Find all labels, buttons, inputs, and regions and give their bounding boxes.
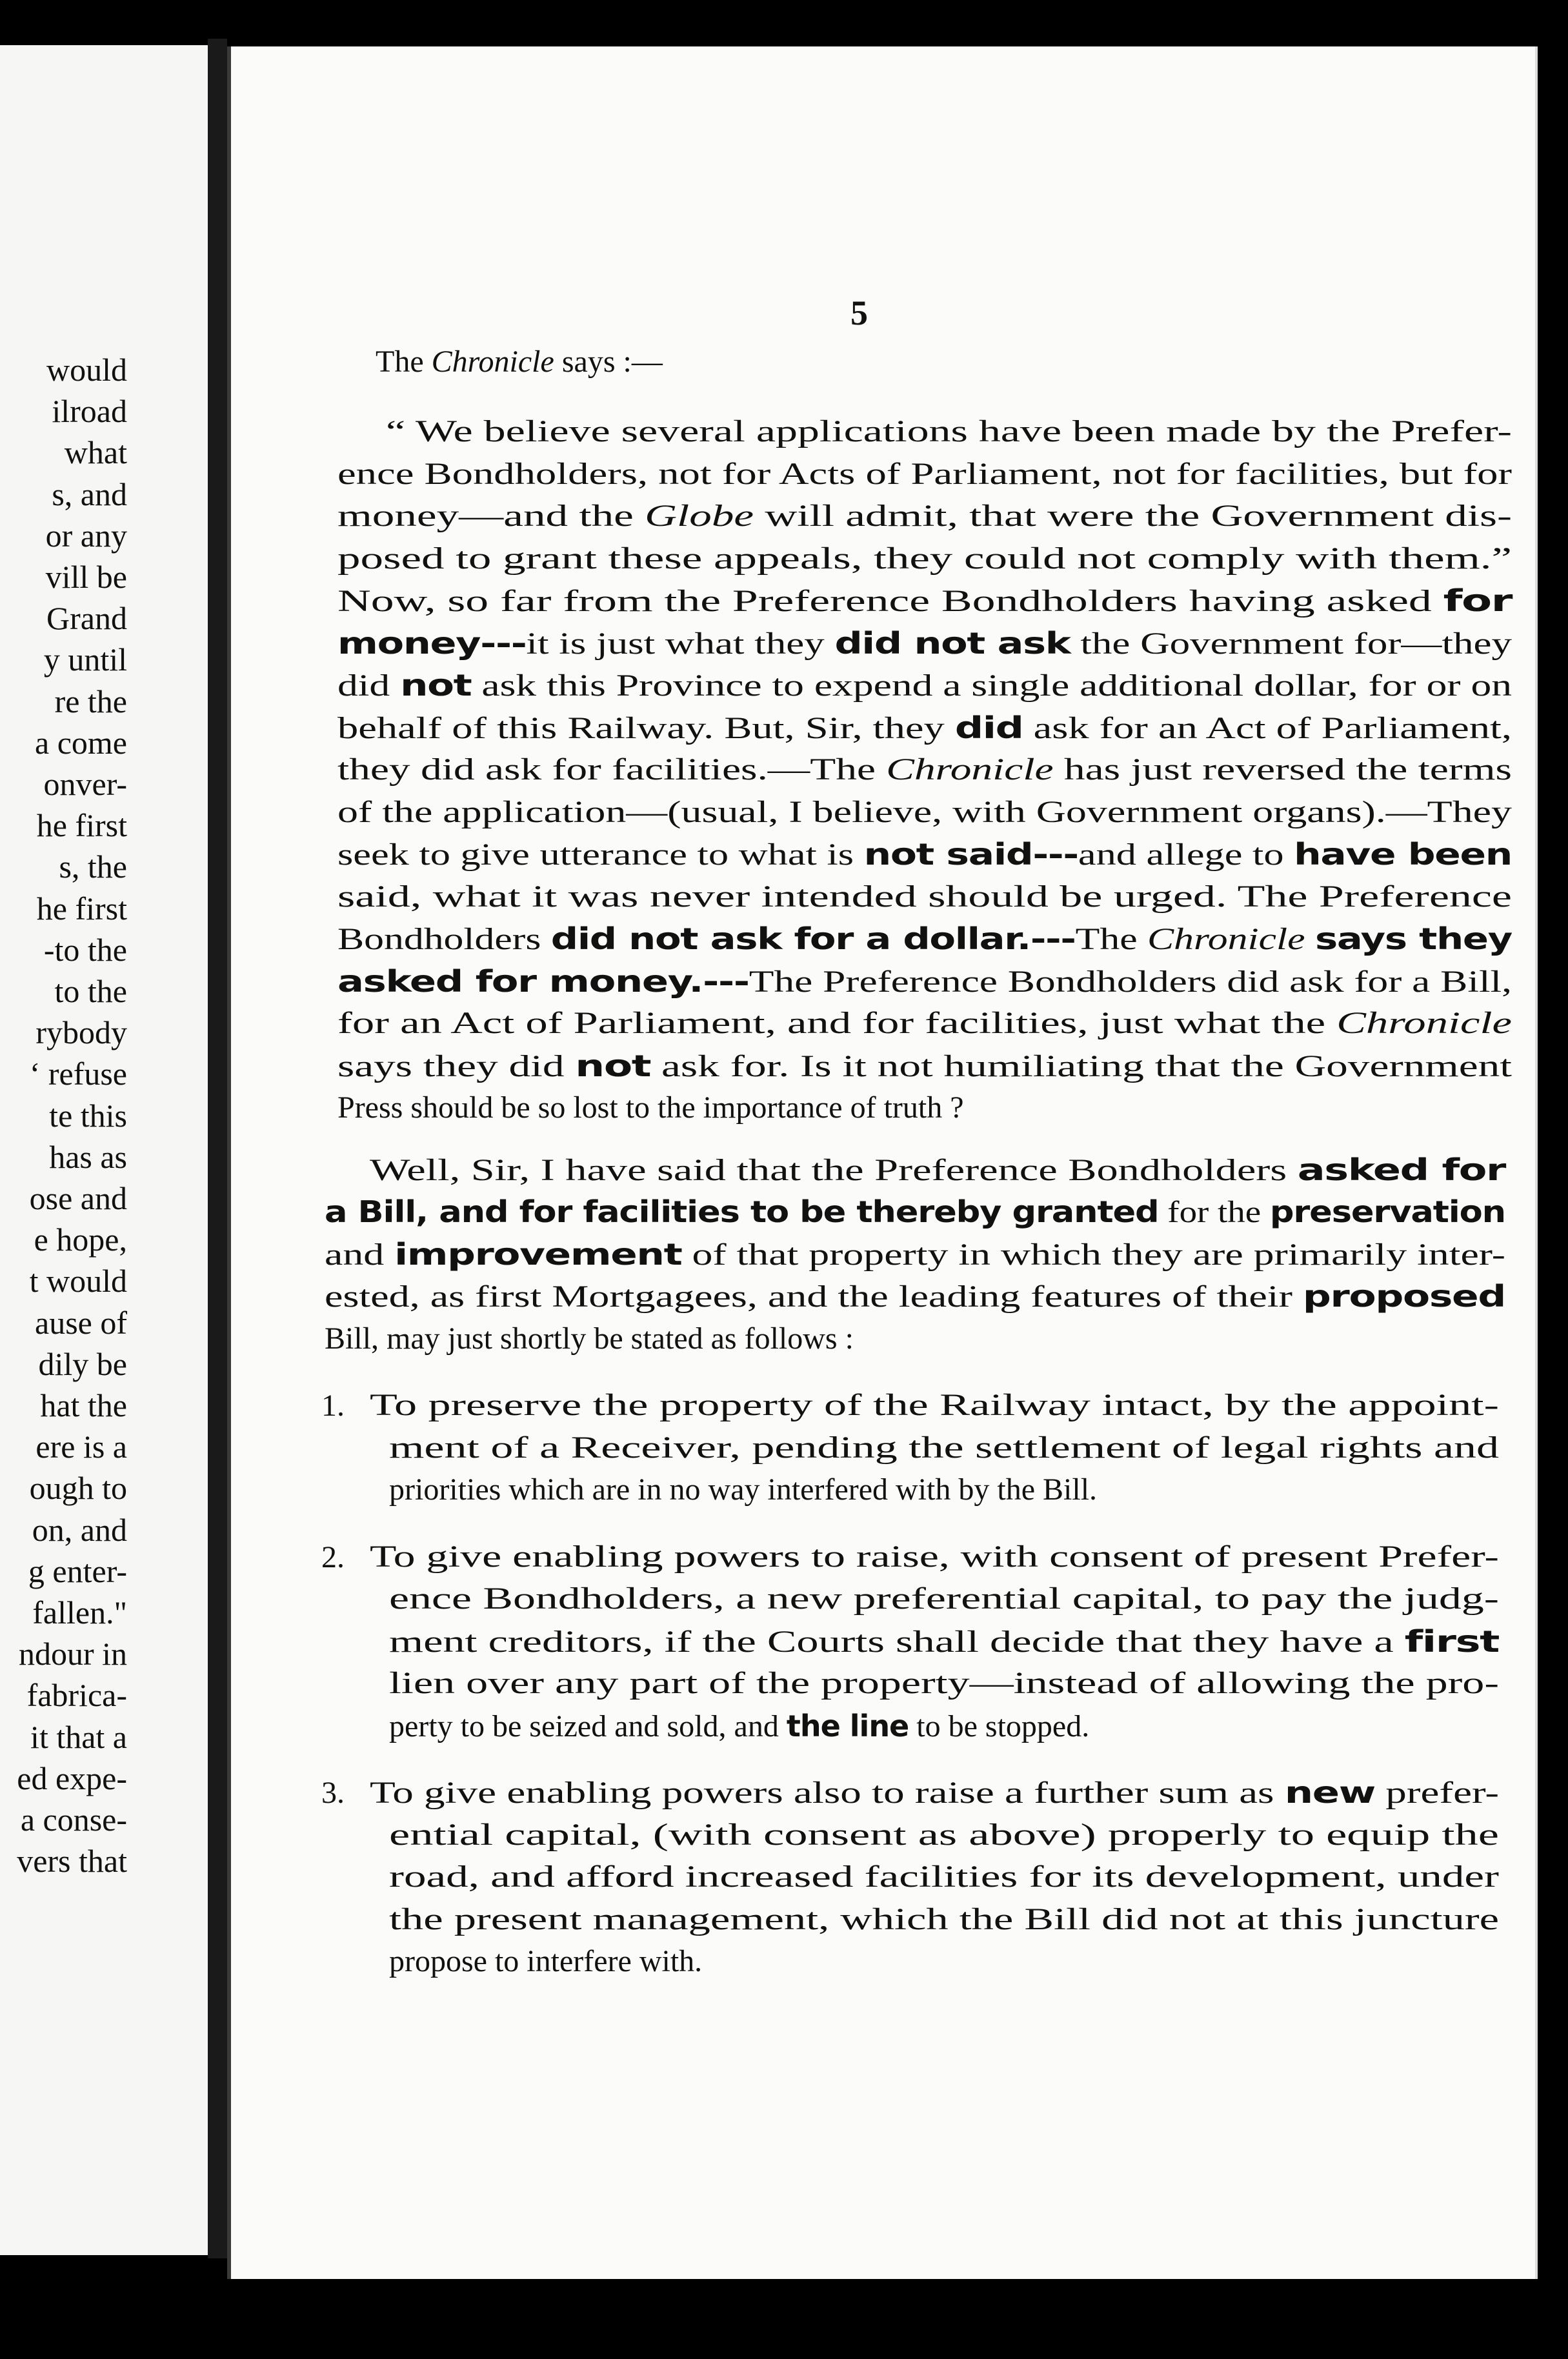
text-line [337,752,1512,787]
text-line [337,710,1512,746]
left-page-line: fallen." [32,1594,127,1631]
text-run: priorities which are in no way interfered with by the Bill. [389,1472,1098,1507]
left-page-line: ere is a [35,1429,127,1465]
text-line [370,1775,1499,1811]
text-run: Chronicle [886,752,1054,787]
text-line [337,795,1512,830]
left-page-line: ause of [35,1304,127,1341]
left-page-line: ough to [29,1470,127,1507]
left-page-fragment [0,45,210,2255]
text-line [389,1860,1499,1894]
text-line [337,837,1512,872]
text-run: ence Bondholders, a new preferential capital, to pay the judg- [389,1581,1499,1616]
text-run: said, what it was never intended should be urged. The Preference [337,879,1512,914]
text-run: ential capital, (with consent as above) properly to equip the [389,1817,1499,1852]
left-page-line: has as [49,1138,127,1175]
left-page-line: he first [36,807,127,844]
left-page-line: g enter- [28,1552,127,1589]
left-page-line: ilroad [52,393,127,430]
left-page-line: would [46,352,127,388]
item-number: 2. [321,1540,345,1574]
text-run: The [1075,922,1148,956]
text-run: asked for [1297,1152,1505,1187]
text-run: Chronicle [431,345,554,379]
left-page-line: re the [54,683,127,719]
text-run: propose to interfere with. [389,1944,703,1978]
text-run: preservation [1269,1194,1505,1229]
text-line [325,1237,1505,1272]
text-line [389,1472,1097,1507]
text-line [386,414,1512,449]
text-line [337,457,1512,492]
text-line [337,879,1512,914]
left-page-line: it that a [30,1718,127,1755]
text-run: To give enabling powers to raise, with consent of present Prefer- [370,1539,1499,1574]
text-run: prefer- [1375,1776,1499,1810]
text-run: Now, so far from the Preference Bondholders having asked [337,584,1443,618]
text-run [1305,922,1315,956]
left-page-line: he first [36,890,127,927]
left-page-line: ose and [29,1180,127,1216]
left-page-line: e hope, [34,1221,127,1258]
left-page-line: ndour in [18,1636,127,1672]
left-page-line: rybody [35,1014,127,1051]
left-page-line: or any [45,517,127,554]
left-page-line: te this [49,1097,127,1134]
text-line [370,1152,1505,1188]
left-page-line: hat the [40,1387,127,1423]
text-line [389,1581,1499,1616]
page-number: 5 [850,294,868,332]
text-run: a Bill, and for facilities to be thereby granted [325,1194,1159,1229]
text-line [370,1388,1499,1423]
left-page-line: dily be [38,1345,127,1382]
item-number: 1. [321,1389,345,1423]
text-line [325,1194,1505,1230]
text-run: proposed [1302,1279,1505,1314]
text-line [337,668,1512,703]
text-run: says :— [554,345,663,379]
text-run: to be stopped. [909,1709,1090,1743]
left-page-line: a come [35,724,127,761]
text-run: of that property in which they are primarily inter- [681,1237,1505,1272]
text-line [337,499,1512,534]
text-line [325,1279,1505,1314]
text-run: the present management, which the Bill did not at this juncture [389,1902,1499,1936]
text-line [337,1049,1512,1084]
text-run: lien over any part of the property—instead of allowing the pro- [389,1666,1499,1700]
text-run: has just reversed the terms [1053,752,1512,787]
text-line [337,921,1512,957]
text-run: Globe [645,499,754,533]
text-run: The Preference Bondholders did ask for a Bill, [749,964,1512,999]
text-run: money--- [337,625,527,661]
text-run: says they did [337,1049,576,1083]
left-page-line: vill be [45,559,127,595]
text-run: for the [1158,1195,1270,1229]
text-run: ment of a Receiver, pending the settlement of legal rights and [389,1430,1499,1465]
text-line [337,626,1512,661]
text-run: To preserve the property of the Railway intact, by the appoint- [370,1388,1499,1422]
text-run: the Government for—they [1070,626,1512,661]
left-page-line: ‘ refuse [29,1056,127,1092]
text-run: seek to give utterance to what is [337,838,864,872]
text-run: The [376,345,432,379]
text-run: ask this Province to expend a single additional dollar, for or on [471,668,1513,703]
text-run: not [400,668,472,703]
text-run: and allege to [1078,838,1294,872]
left-page-line: ed expe- [17,1760,127,1796]
text-run: it is just what they [526,626,835,661]
left-page-line: fabrica- [26,1677,127,1714]
page [227,46,1538,2279]
text-run: did [337,668,401,703]
text-run: Well, Sir, I have said that the Preference Bondholders [370,1152,1298,1187]
text-run: Chronicle [1147,922,1305,956]
text-line [337,1090,964,1125]
text-run: did [954,710,1023,745]
text-run: ested, as first Mortgagees, and the leading features of their [325,1280,1303,1314]
text-run: ment creditors, if the Courts shall decide that they have a [389,1624,1405,1659]
text-run: not [575,1048,651,1083]
text-run: behalf of this Railway. But, Sir, they [337,710,955,745]
left-page-line: a conse- [20,1802,127,1838]
text-run: have been [1294,837,1512,872]
left-page-line: to the [54,973,127,1009]
left-page-line: onver- [43,766,127,802]
left-page-line: s, and [52,476,127,512]
text-run: ask for an Act of Parliament, [1023,710,1512,745]
text-run: To give enabling powers also to raise a further sum as [370,1776,1285,1810]
text-run: the line [786,1708,909,1743]
text-run: for an Act of Parliament, and for facilities, just what the [337,1006,1337,1040]
text-line [337,1006,1512,1041]
text-line [389,1666,1499,1701]
left-page-line: s, the [59,848,127,885]
text-run: money—and the [337,499,645,533]
text-run: first [1404,1623,1499,1659]
text-run: improvement [394,1236,682,1272]
left-page-line: what [64,434,127,471]
text-run: “ We believe several applications have been made by the Prefer- [386,414,1512,448]
text-line [389,1430,1499,1465]
text-line [337,964,1512,999]
left-page-line: Grand [46,600,127,637]
text-run: did not ask for a dollar.--- [550,921,1076,956]
text-line [389,1902,1499,1937]
text-run: ask for. Is it not humiliating that the Government [650,1049,1512,1083]
text-run: and [325,1237,395,1272]
text-line [370,1540,1499,1574]
text-run: of the application—(usual, I believe, with Government organs).—They [337,794,1512,829]
text-line [337,583,1512,619]
left-page-line: t would [29,1263,127,1300]
left-page-line: vers that [17,1843,127,1880]
item-number: 3. [321,1776,345,1810]
text-run: not said--- [863,837,1078,872]
text-run: posed to grant these appeals, they could not comply with them.” [337,541,1512,576]
text-line [389,1624,1499,1660]
left-page-line: -to the [43,931,127,968]
text-run: Press should be so lost to the importance of truth ? [337,1090,964,1125]
text-line [389,1818,1499,1852]
text-run: Chronicle [1336,1006,1512,1040]
text-run: Bondholders [337,922,551,956]
text-run: they did ask for facilities.—The [337,752,887,787]
text-run: ence Bondholders, not for Acts of Parliament, not for facilities, but for [337,456,1512,491]
text-run: for [1443,583,1512,618]
text-run: did not ask [834,625,1070,661]
left-page-line: y until [43,641,127,678]
text-run: new [1284,1775,1376,1810]
text-run: road, and afford increased facilities for its development, under [389,1860,1499,1894]
text-run: perty to be seized and sold, and [389,1709,787,1743]
book-gutter [208,39,227,2258]
left-page-line: on, and [32,1511,127,1548]
text-run: will admit, that were the Government dis- [754,499,1512,533]
text-run: says they [1314,921,1512,956]
text-line [389,1709,1089,1744]
text-line [325,1321,854,1356]
text-line [389,1944,702,1979]
text-line [376,345,663,379]
text-run: Bill, may just shortly be stated as follows : [325,1321,854,1356]
text-run: asked for money.--- [337,963,749,999]
text-line [337,541,1512,576]
